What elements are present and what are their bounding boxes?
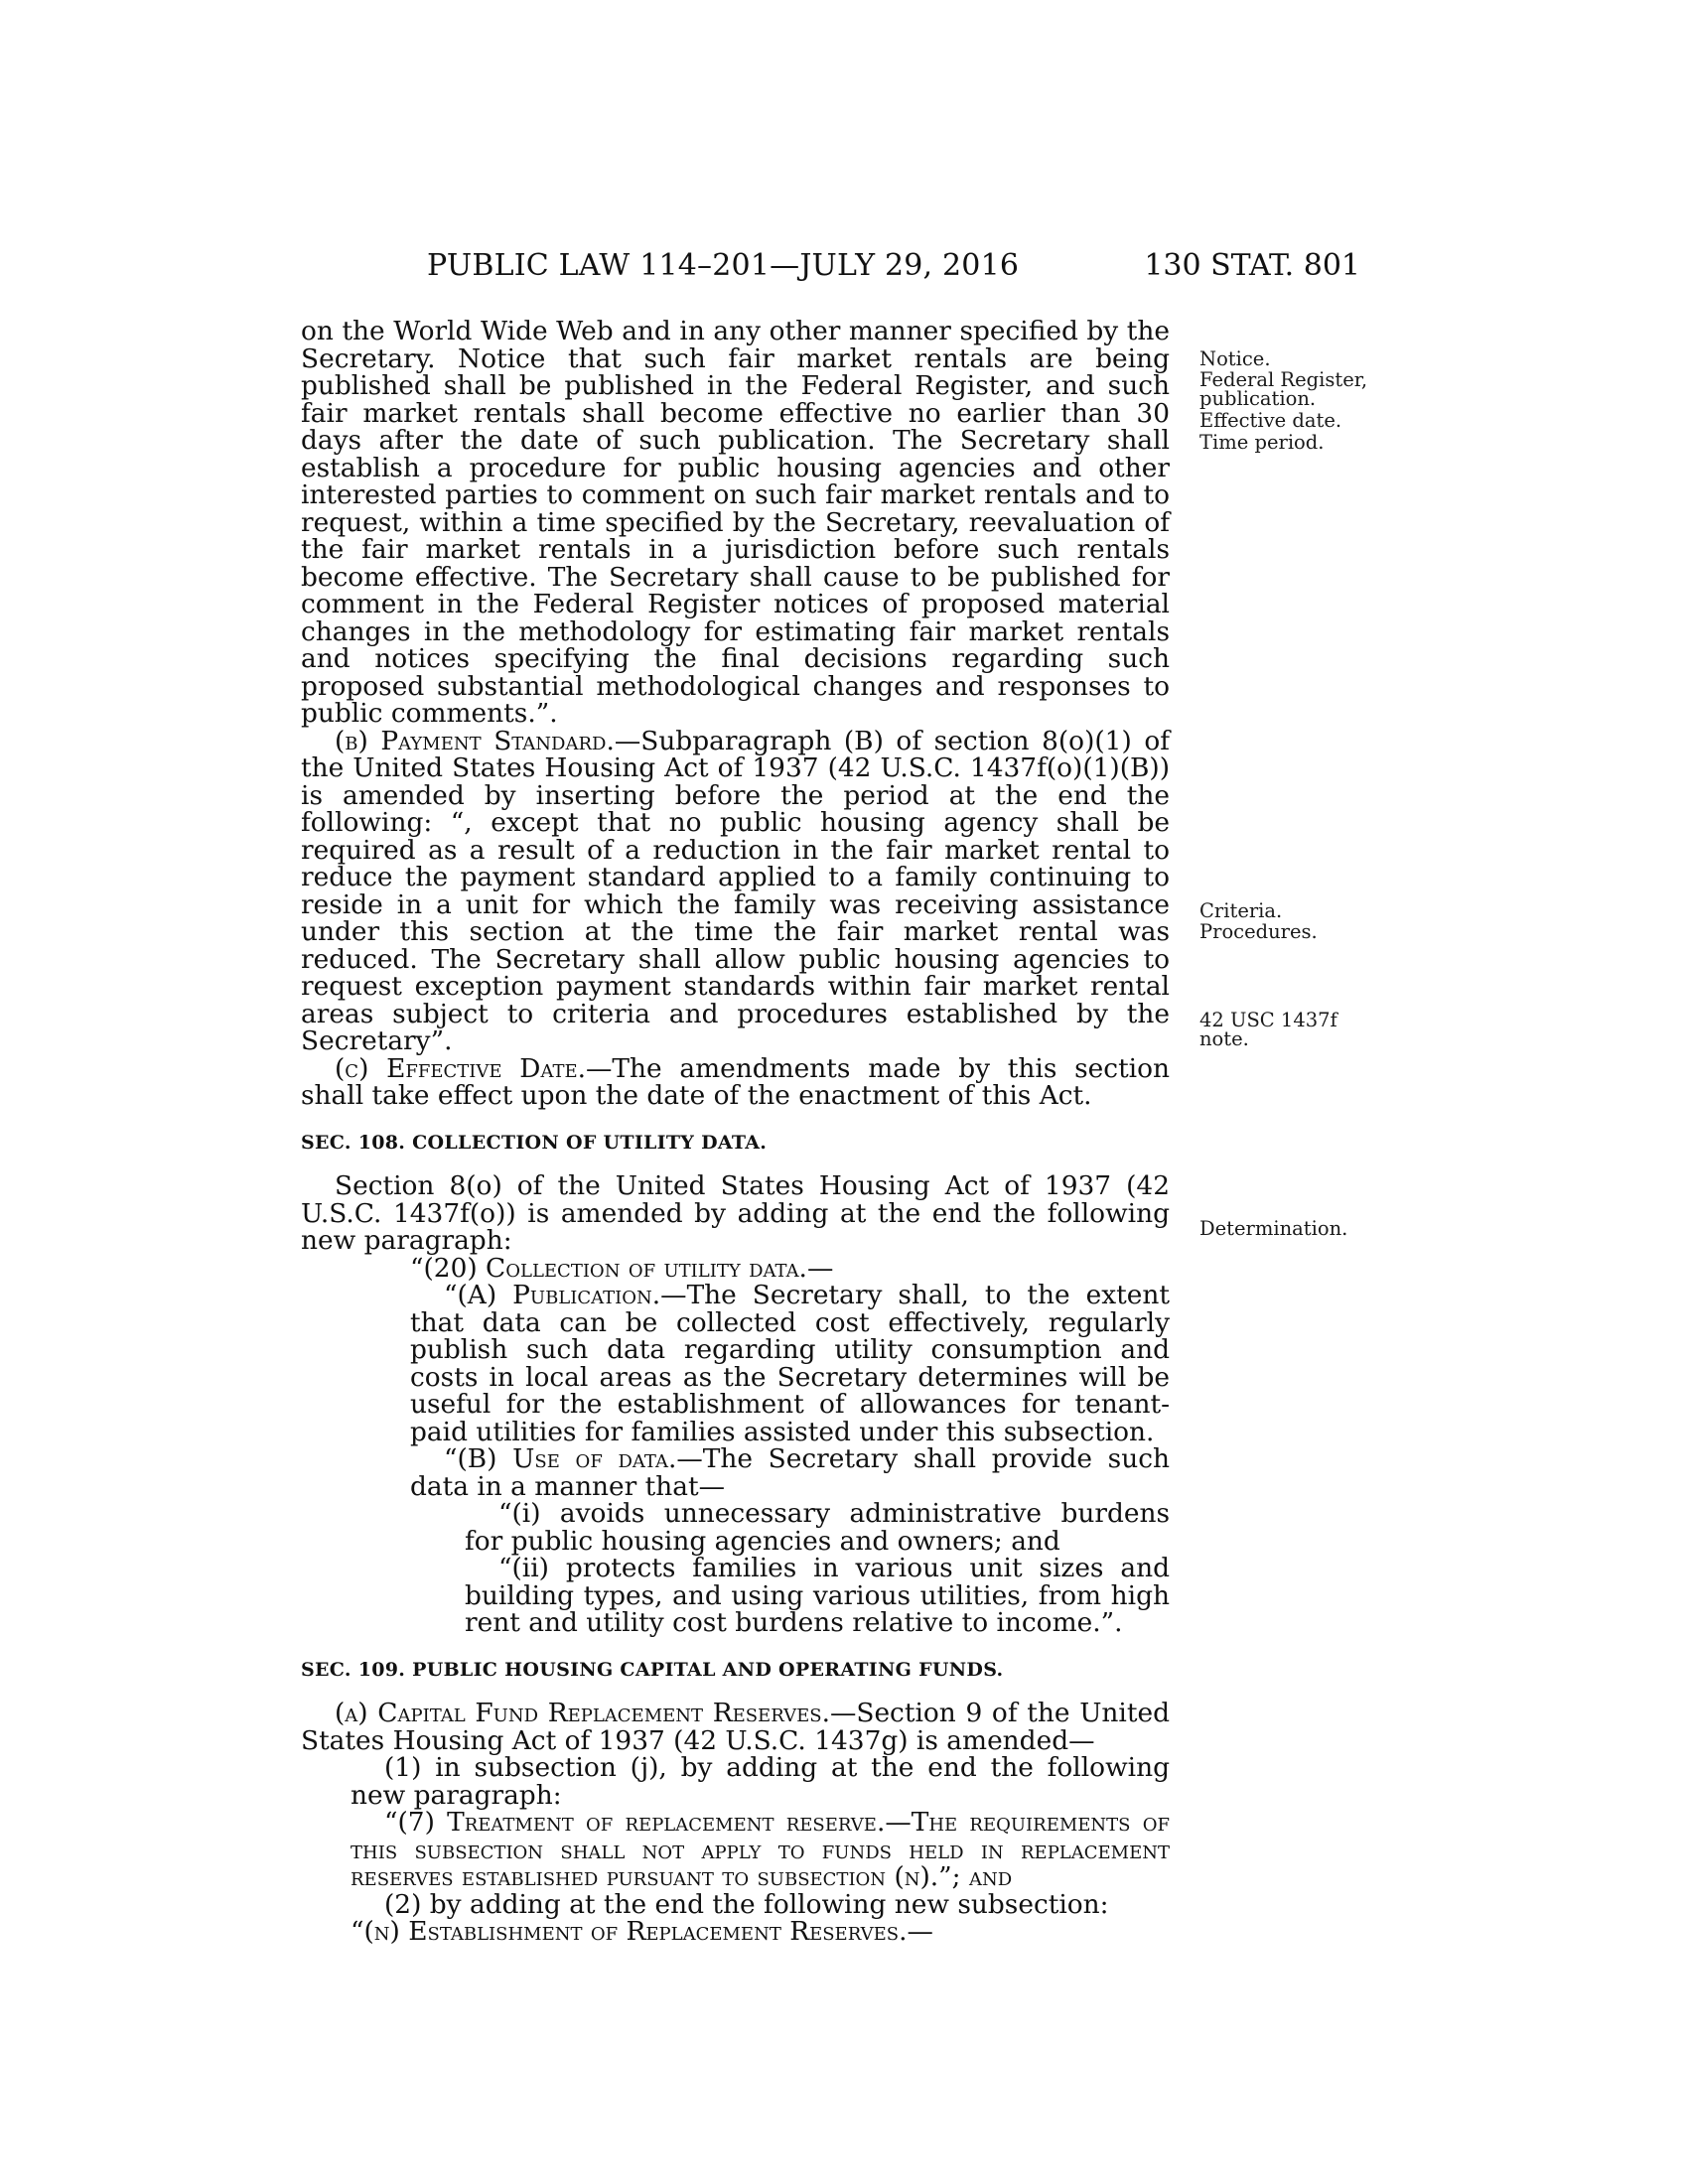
subparagraph-a-text: —The Secretary shall, to the extent that data can be collected cost effectively, regularly publish such data regarding utility consumption and costs in local areas as the Secretary determines will be useful for the establishment of allowances for tenant-paid utilities for families assisted under this subsection.	[410, 1280, 1170, 1447]
margin-note-time-period: Time period.	[1199, 431, 1325, 454]
subsection-a-text: —Section 9 of the United States Housing Act of 1937 (42 U.S.C. 1437g) is amended—	[301, 1698, 1170, 1756]
subsection-a	[301, 1700, 1170, 1754]
margin-note-effective-date: Effective date.	[1199, 409, 1342, 432]
subsection-a-heading: (a) Capital Fund Replacement Reserves.	[335, 1698, 830, 1728]
paragraph-20-text: “(20) Collection of utility data.—	[410, 1252, 834, 1284]
margin-note-notice: Notice.	[1199, 347, 1271, 370]
subsection-n	[301, 1918, 1170, 1946]
section-108-intro: Section 8(o) of the United States Housing Act of 1937 (42 U.S.C. 1437f(o)) is amended by adding at the end the following new paragraph:	[301, 1170, 1170, 1256]
subsection-c-text: —The amendments made by this section shall take effect upon the date of the enactment of this Act.	[301, 1052, 1171, 1111]
margin-note-federal-register: Federal Register, publication.	[1199, 368, 1368, 410]
paragraph-continued: on the World Wide Web and in any other manner specified by the Secretary. Notice that such fair market rentals are being published shall be published in the Federal Register, and such fair market rentals shall become effective no earlier than 30 days after the date of such publication. The Secretary shall establish a procedure for public housing agencies and other interested parties to comment on such fair market rentals and to request, within a time specified by the Secretary, reevaluation of the fair market rentals in a jurisdiction before such rentals become effective. The Secretary shall cause to be published for comment in the Federal Register notices of proposed material changes in the methodology for estimating fair market rentals and notices specifying the final decisions regarding such proposed substantial methodological changes and responses to public comments.”.	[301, 316, 1170, 729]
clause-i: “(i) avoids unnecessary administrative burdens for public housing agencies and owners; and	[465, 1498, 1170, 1557]
paragraph-20-heading	[301, 1252, 1170, 1284]
clause-ii: “(ii) protects families in various unit sizes and building types, and using various utilities, from high rent and utility cost burdens relative to income.”.	[465, 1553, 1170, 1638]
margin-note-procedures: Procedures.	[1199, 920, 1318, 943]
section-109-heading: SEC. 109. PUBLIC HOUSING CAPITAL AND OPERATING FUNDS.	[301, 1658, 1004, 1681]
subparagraph-b-heading: “(B) Use of data.	[444, 1443, 677, 1474]
document-body	[301, 318, 1170, 1946]
margin-note-usc: 42 USC 1437f note.	[1199, 1009, 1337, 1050]
subparagraph-b-text: —The Secretary shall provide such data in a manner that—	[410, 1443, 1170, 1502]
subparagraph-a-heading: “(A) Publication.	[444, 1280, 661, 1310]
subsection-b-text: —Subparagraph (B) of section 8(o)(1) of the United States Housing Act of 1937 (42 U.S.C. 1437f(o)(1)(B)) is amended by inserting before the period at the end the following: “, except that no public housing agency shall be required as a result of a reduction in the fair market rental to reduce the payment standard applied to a family continuing to reside in a unit for which the family was receiving assistance under this section at the time the fair market rental was reduced. The Secretary shall allow public housing agencies to request exception payment standards within fair market rental areas subject to criteria and procedures established by the Secretary”.	[301, 725, 1170, 1056]
margin-note-determination: Determination.	[1199, 1217, 1348, 1240]
subparagraph-a	[301, 1282, 1170, 1445]
margin-note-criteria: Criteria.	[1199, 899, 1283, 922]
subsection-n-text: “(n) Establishment of Replacement Reserves.—	[351, 1916, 933, 1947]
paragraph-2: (2) by adding at the end the following new subsection:	[384, 1888, 1109, 1920]
subsection-b	[301, 725, 1170, 1056]
subparagraph-b	[301, 1445, 1170, 1500]
stat-page-number: 130 STAT. 801	[1144, 248, 1360, 283]
running-header: PUBLIC LAW 114–201—JULY 29, 2016	[427, 248, 1020, 283]
paragraph-7-text: “(7) Treatment of replacement reserve.—The requirements of this subsection shall not apply to funds held in replacement reserves established pursuant to subsection (n).”; and	[351, 1807, 1170, 1892]
paragraph-7	[301, 1809, 1170, 1891]
subsection-b-heading: (b) Payment Standard.	[335, 725, 615, 756]
subsection-c-heading: (c) Effective Date.	[335, 1052, 587, 1084]
section-108-heading: SEC. 108. COLLECTION OF UTILITY DATA.	[301, 1131, 768, 1154]
subsection-c	[301, 1052, 1171, 1111]
paragraph-1: (1) in subsection (j), by adding at the end the following new paragraph:	[351, 1752, 1170, 1811]
